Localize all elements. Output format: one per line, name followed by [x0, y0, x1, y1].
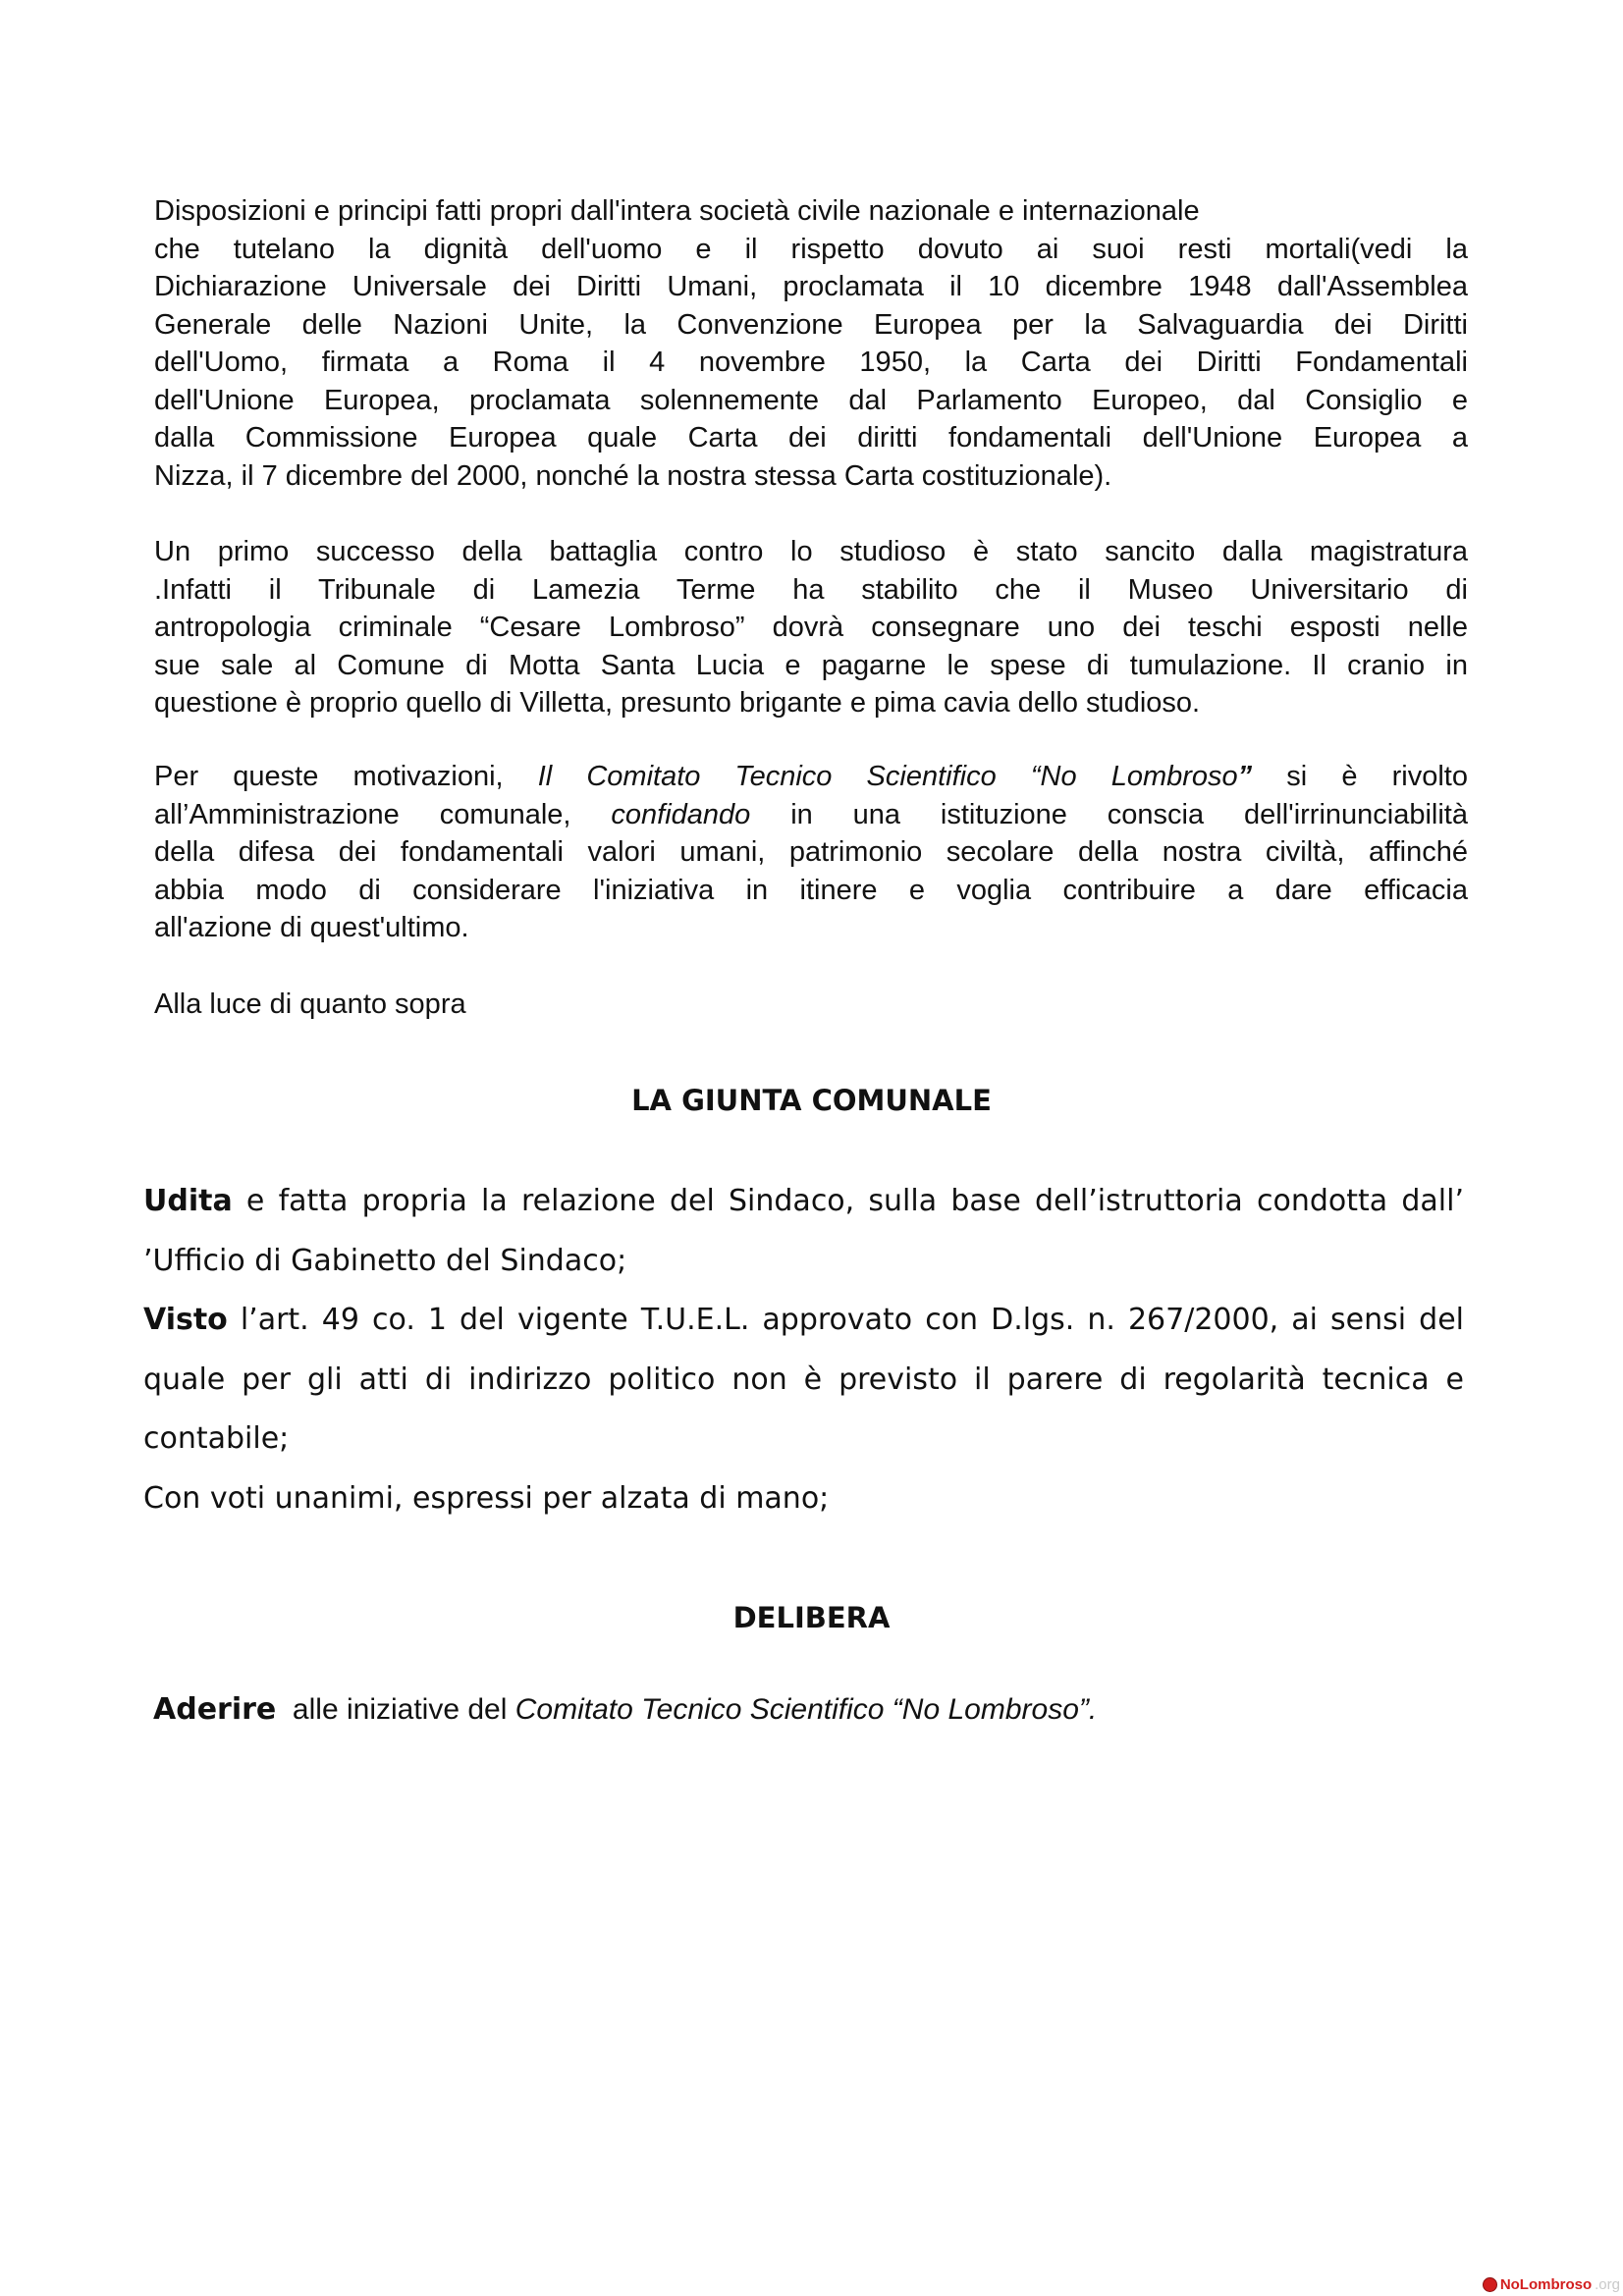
text-line	[143, 1172, 1464, 1232]
text-line: Un primo successo della battaglia contro lo studioso è stato sancito dalla magistratura	[154, 536, 1468, 567]
text-line: dell'Unione Europea, proclamata solennemente dal Parlamento Europeo, dal Consiglio e	[154, 384, 1468, 416]
text-run: e fatta propria la relazione del Sindaco, sulla base dell’istruttoria condotta dall’	[232, 1184, 1464, 1218]
site-watermark	[1483, 2276, 1620, 2293]
text-line: Nizza, il 7 dicembre del 2000, nonché la nostra stessa Carta costituzionale).	[154, 459, 1112, 492]
text-line: che tutelano la dignità dell'uomo e il rispetto dovuto ai suoi resti mortali(vedi la	[154, 233, 1468, 265]
emphasis-word: confidando	[611, 798, 751, 830]
committee-name: Comitato Tecnico Scientifico “No Lombroso”.	[514, 1693, 1098, 1726]
text-run: l’art. 49 co. 1 del vigente T.U.E.L. approvato con D.lgs. n. 267/2000, ai sensi del	[227, 1303, 1464, 1337]
text-run: Per queste motivazioni,	[154, 761, 538, 792]
considerations-section	[143, 1172, 1464, 1528]
text-run: in una istituzione conscia dell'irrinunciabilità	[750, 798, 1468, 830]
text-line: antropologia criminale “Cesare Lombroso” dovrà consegnare uno dei teschi esposti nelle	[154, 612, 1468, 643]
text-line	[143, 1291, 1464, 1351]
text-line	[154, 758, 1468, 796]
text-line	[154, 796, 1468, 834]
text-line: all'azione di quest'ultimo.	[154, 912, 469, 943]
watermark-name: NoLombroso	[1499, 2276, 1593, 2293]
text-line: Generale delle Nazioni Unite, la Convenzione Europea per la Salvaguardia dei Diritti	[154, 308, 1468, 341]
text-line: dell'Uomo, firmata a Roma il 4 novembre 1950, la Carta dei Diritti Fondamentali	[154, 347, 1468, 378]
text-run: si è rivolto	[1252, 761, 1468, 792]
text-line: della difesa dei fondamentali valori umani, patrimonio secolare della nostra civiltà, affinché	[154, 836, 1468, 868]
text-run: alle iniziative del	[276, 1693, 515, 1726]
text-line: Dichiarazione Universale dei Diritti Umani, proclamata il 10 dicembre 1948 dall'Assemblea	[154, 271, 1468, 302]
text-run: all’Amministrazione comunale,	[154, 798, 612, 830]
resolution-aderire	[153, 1692, 1097, 1727]
aderire-label: Aderire	[153, 1692, 277, 1727]
paragraph-motivations	[154, 758, 1468, 947]
paragraph-in-light-of	[154, 986, 1468, 1024]
text-line: questione è proprio quello di Villetta, presunto brigante e pima cavia dello studioso.	[154, 687, 1201, 719]
udita-label: Udita	[143, 1184, 233, 1218]
paragraph-first-success	[154, 533, 1468, 722]
text-line: contabile;	[143, 1421, 290, 1456]
text-line: Con voti unanimi, espressi per alzata di mano;	[143, 1480, 830, 1516]
text-line: Disposizioni e principi fatti propri dall'intera società civile nazionale e internazionale	[154, 195, 1200, 227]
closing-quote: ”	[1237, 761, 1253, 792]
skull-logo-icon	[1483, 2277, 1497, 2292]
paragraph-dignity-principles	[154, 192, 1468, 495]
text-line: Alla luce di quanto sopra	[154, 988, 466, 1020]
watermark-tld: .org	[1595, 2276, 1620, 2293]
text-line: .Infatti il Tribunale di Lamezia Terme ha stabilito che il Museo Universitario di	[154, 573, 1468, 606]
visto-label: Visto	[143, 1303, 228, 1337]
heading-giunta-comunale: LA GIUNTA COMUNALE	[631, 1084, 992, 1117]
text-line: dalla Commissione Europea quale Carta dei diritti fondamentali dell'Unione Europea a	[154, 422, 1468, 454]
text-line: quale per gli atti di indirizzo politico non è previsto il parere di regolarità tecnica e	[143, 1362, 1464, 1397]
committee-name: Il Comitato Tecnico Scientifico “No Lombroso	[537, 761, 1238, 792]
text-line: abbia modo di considerare l'iniziativa in itinere e voglia contribuire a dare efficacia	[154, 874, 1468, 906]
heading-delibera: DELIBERA	[732, 1601, 891, 1634]
text-line: ’Ufficio di Gabinetto del Sindaco;	[143, 1243, 627, 1278]
text-line: sue sale al Comune di Motta Santa Lucia e pagarne le spese di tumulazione. Il cranio in	[154, 649, 1468, 681]
